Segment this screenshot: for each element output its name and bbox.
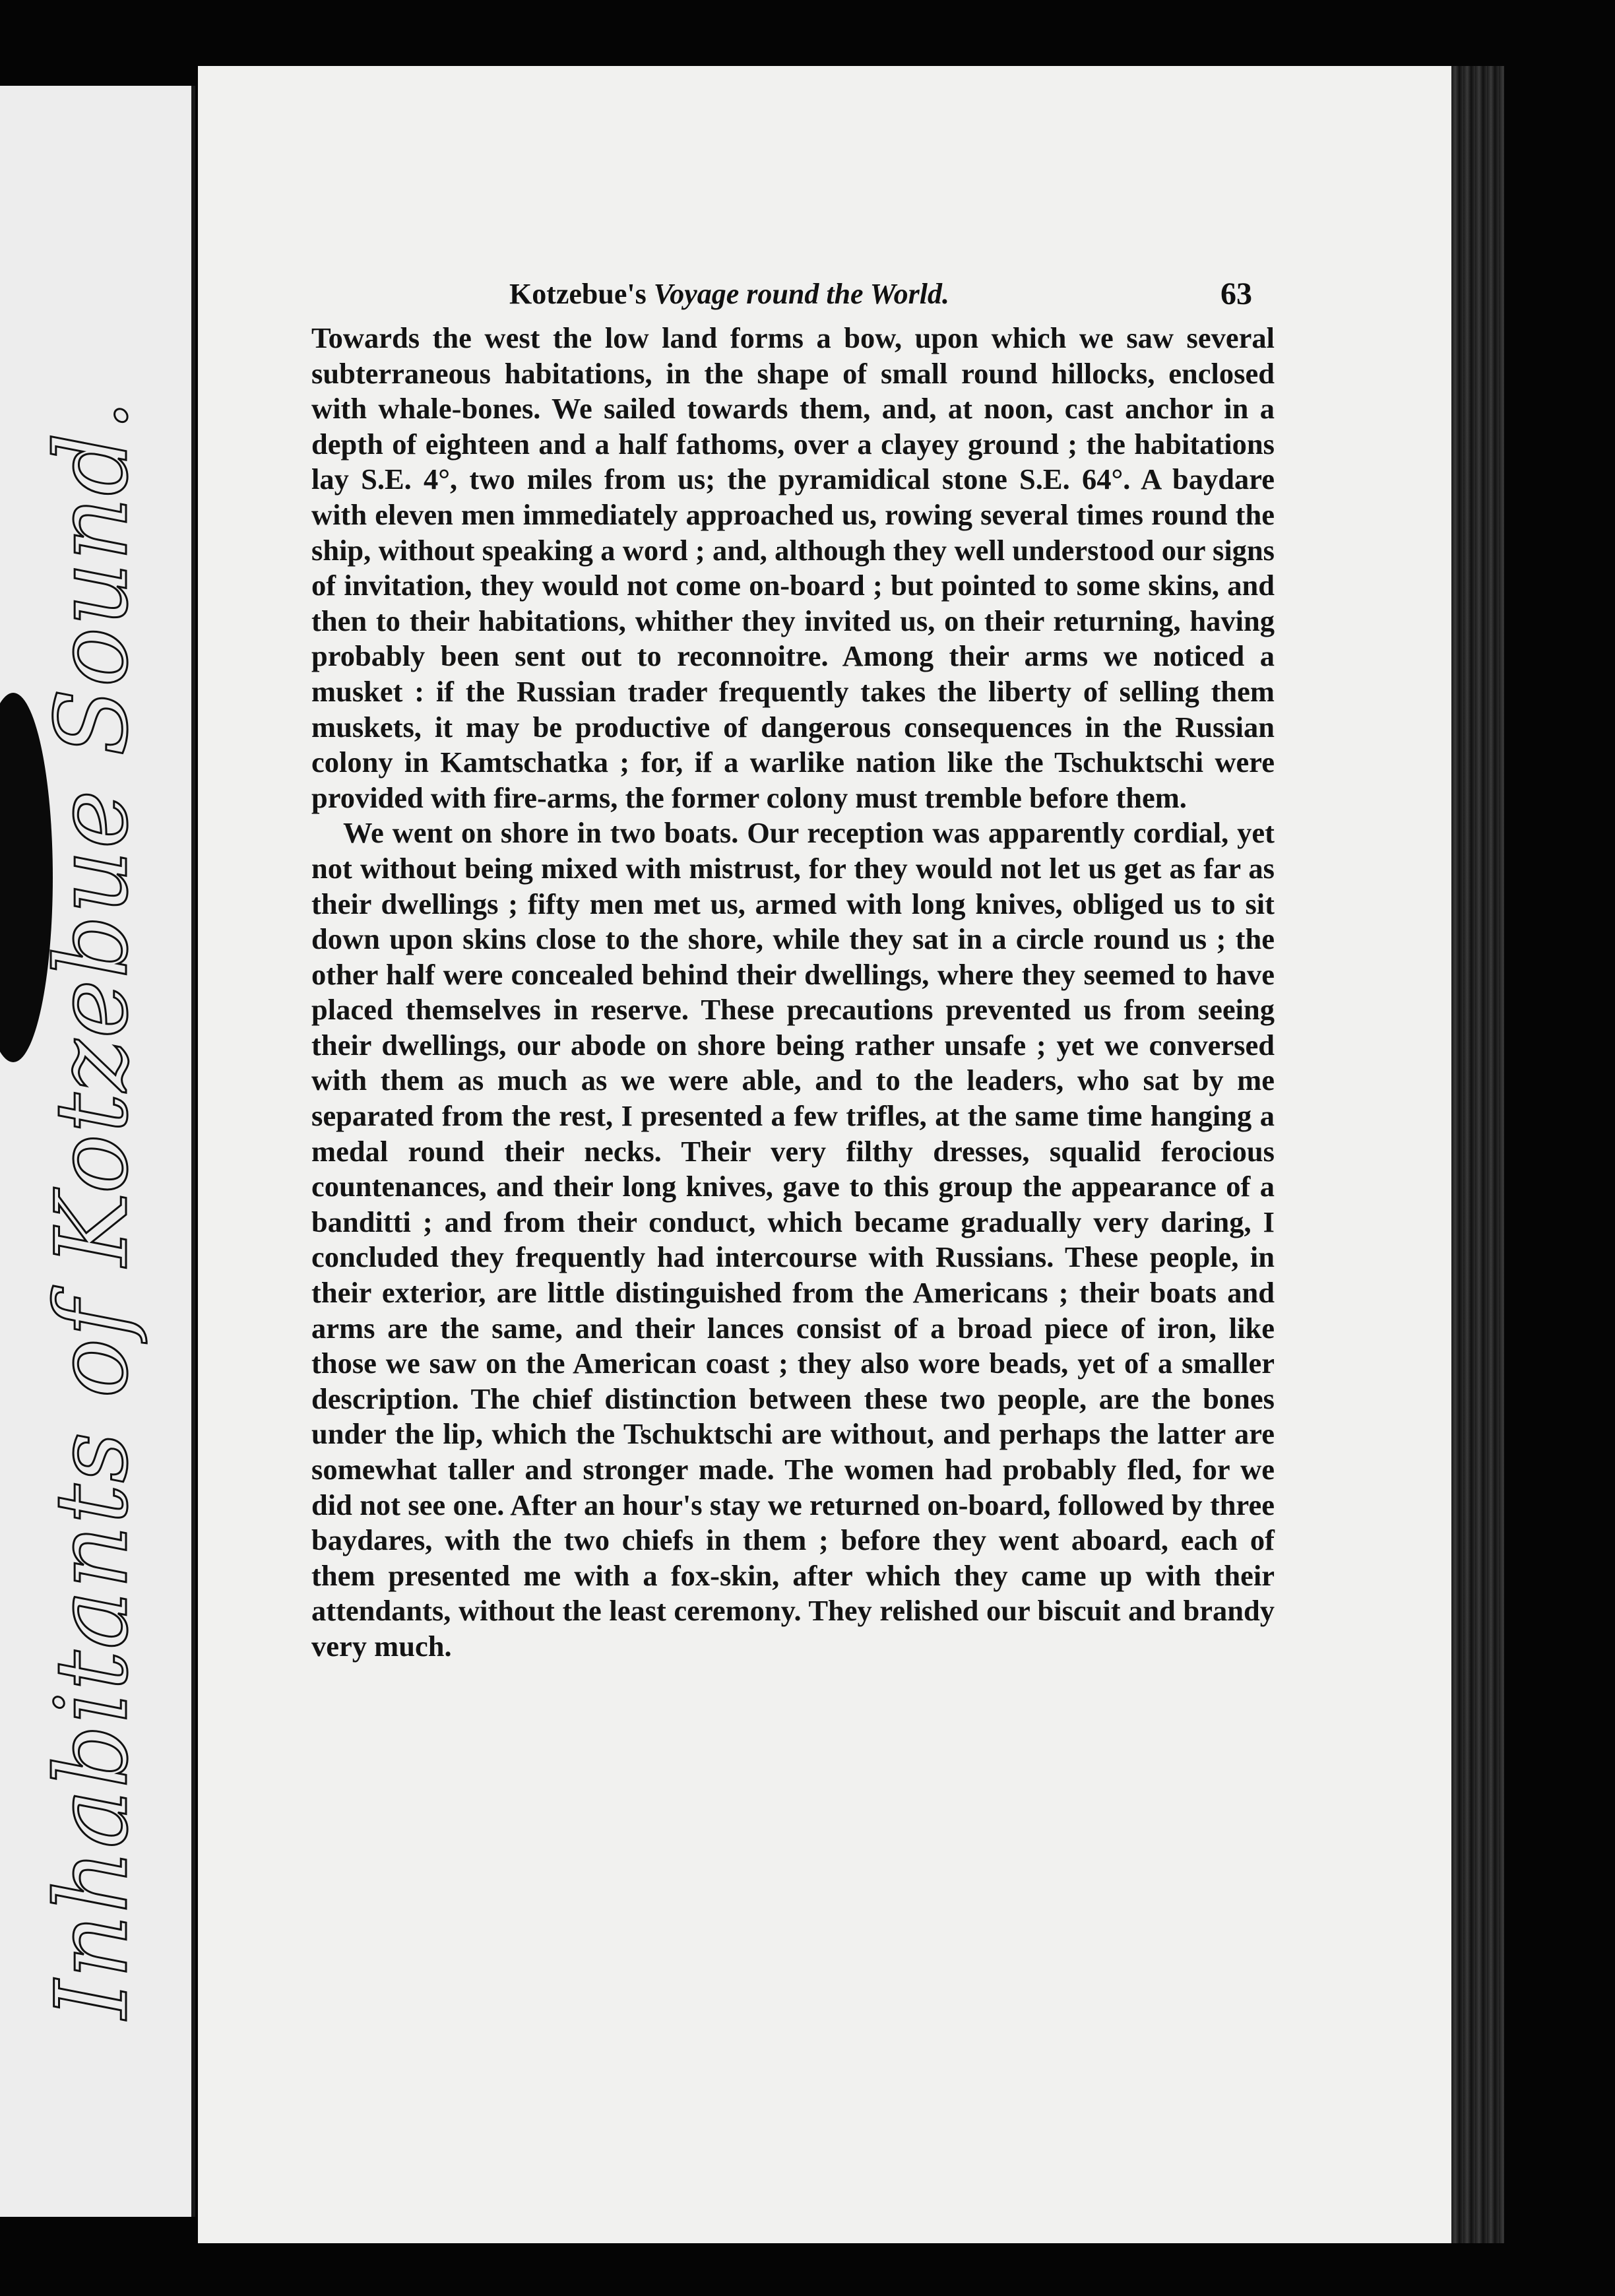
page-number: 63 xyxy=(1220,276,1252,311)
paragraph-2: We went on shore in two boats. Our reception was apparently cordial, yet not without being mixed with mistrust, for they would not let us get as far as their dwellings ; fifty men met us, armed with long knives, obliged us to sit down upon skins close to the shore, while they sat in a circle round us ; the other half were concealed behind their dwellings, where they seemed to have placed themselves in reserve. These precautions prevented us from seeing their dwellings, our abode on shore being rather unsafe ; yet we conversed with them as much as we were able, and to the leaders, who sat by me separated from the rest, I presented a few trifles, at the same time hanging a medal round their necks. Their very filthy dresses, squalid ferocious countenances, and their long knives, gave to this group the appearance of a banditti ; and from their conduct, which became gradually very daring, I concluded they frequently had intercourse with Russians. These people, in their exterior, are little distinguished from the Americans ; their boats and arms are the same, and their lances consist of a broad piece of iron, like those we saw on the American coast ; they also wore beads, yet of a smaller description. The chief distinction between these two people, are the bones under the lip, which the Tschuktschi are without, and perhaps the latter are somewhat taller and stronger made. The women had probably fled, for we did not see one. After an hour's stay we returned on-board, followed by three baydares, with the two chiefs in them ; before they went aboard, each of them presented me with a fox-skin, after which they came up with their attendants, without the least ceremony. They relished our biscuit and brandy very much. xyxy=(311,816,1275,1663)
running-head-italic: Voyage round the World. xyxy=(653,278,949,310)
page-block-edge xyxy=(1451,66,1504,2243)
running-head xyxy=(311,268,1268,321)
body-text xyxy=(311,321,1275,1665)
paragraph-1: Towards the west the low land forms a bow, upon which we saw several subterraneous habitations, in the shape of small round hillocks, enclosed with whale-bones. We sailed towards them, and, at noon, cast anchor in a depth of eighteen and a half fathoms, over a clayey ground ; the habitations lay S.E. 4°, two miles from us; the pyramidical stone S.E. 64°. A baydare with eleven men immediately approached us, rowing several times round the ship, without speaking a word ; and, although they well understood our signs of invitation, they would not come on-board ; but pointed to some skins, and then to their habitations, whither they invited us, on their returning, having probably been sent out to reconnoitre. Among their arms we noticed a musket : if the Russian trader frequently takes the liberty of selling them muskets, it may be productive of dangerous consequences in the Russian colony in Kamtschatka ; for, if a warlike nation like the Tschuktschi were provided with fire-arms, the former colony must tremble before them. xyxy=(311,321,1275,814)
running-head-prefix: Kotzebue's xyxy=(509,278,654,310)
plate-caption: Inhabitants of Kotzebue Sound. xyxy=(35,398,150,2019)
running-head-title xyxy=(509,268,949,321)
